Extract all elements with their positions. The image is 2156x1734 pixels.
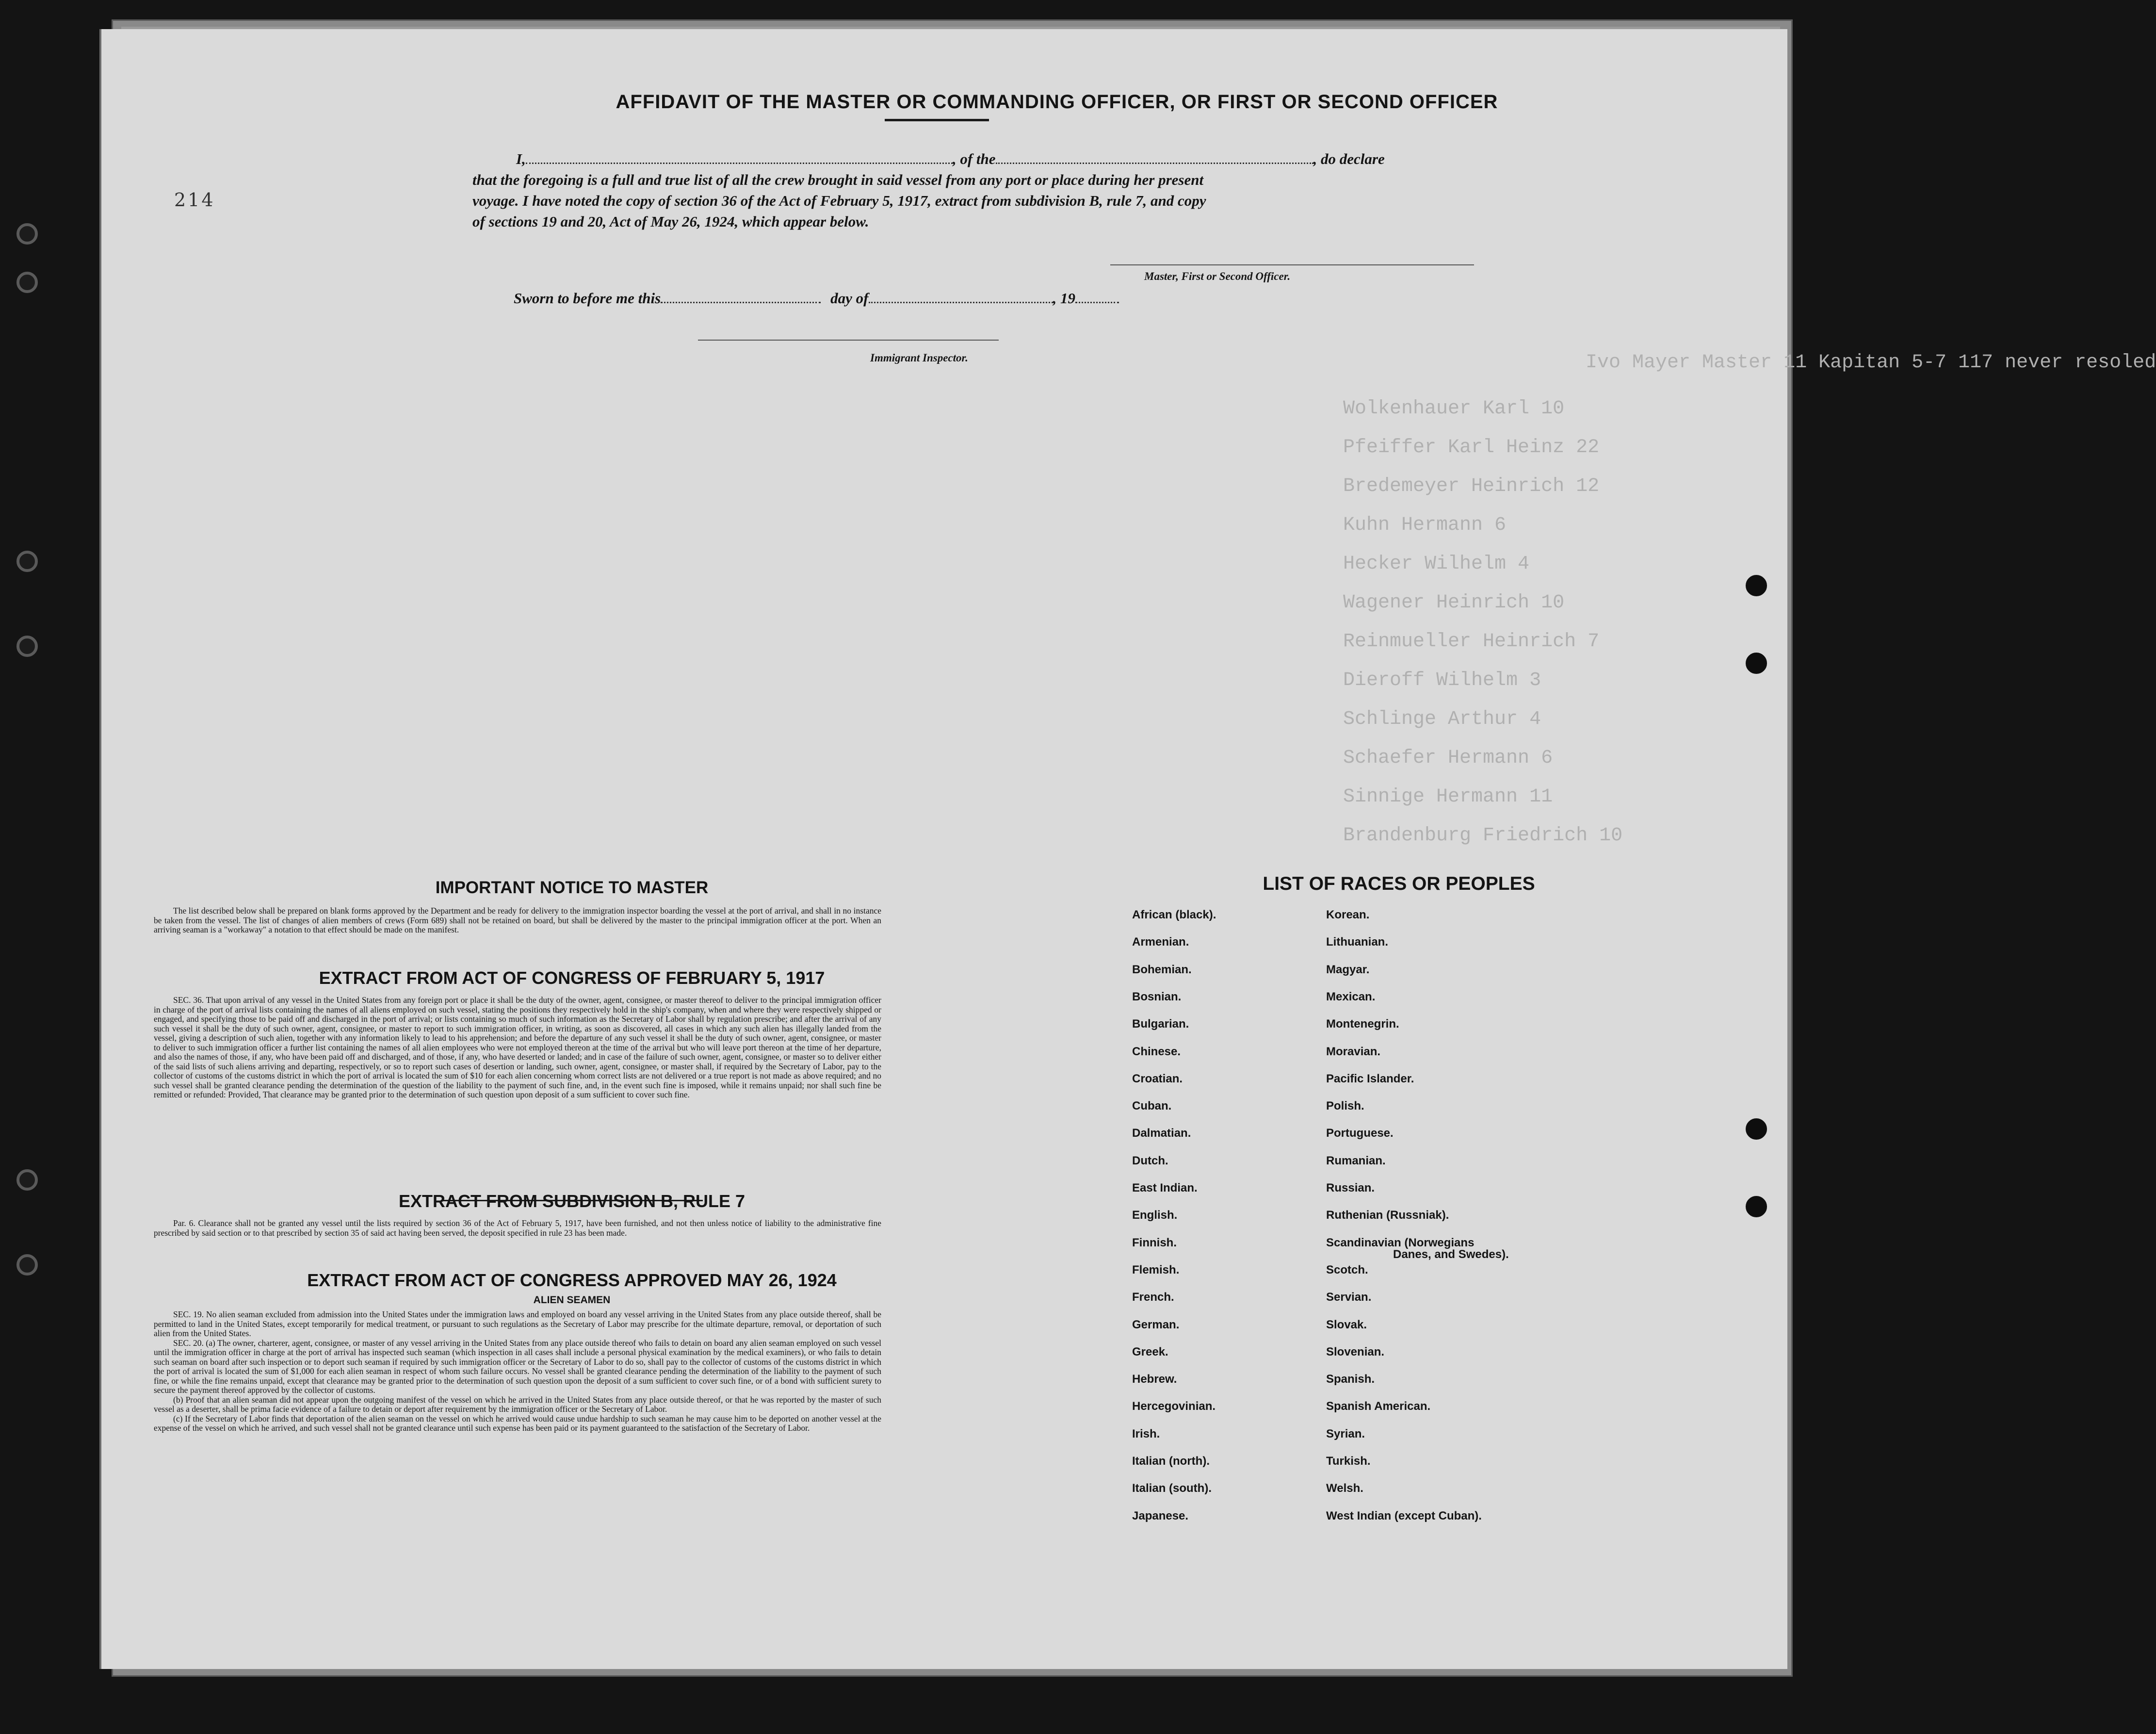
affidavit-line-1-start: I, (516, 150, 526, 167)
race-entry: Bulgarian. (1132, 1017, 1189, 1031)
race-entry: Irish. (1132, 1427, 1160, 1440)
sec-20b-paragraph: (b) Proof that an alien seaman did not appear upon the outgoing manifest of the vessel on which he arrived in the United States from any place outside thereof, or that he was reported by the master of such vessel as a deserter, shall be prima facie evidence of a failure to detain or deport after requirement by the immigration officer or the Secretary of Labor. (154, 1394, 881, 1414)
binder-hole (16, 272, 38, 293)
race-entry: Slovak. (1326, 1318, 1367, 1331)
sec-20a-paragraph: SEC. 20. (a) The owner, charterer, agent, consignee, or master of any vessel arriving in the United States from any place outside thereof who fails to detain on board any alien seaman employed on such vessel until the immigration officer in charge at the port of arrival has inspected such seaman (which inspection in all cases shall include a personal physical examination by the medical examiners), or who fails to detain such seaman on board after such inspection or to deport such seaman if required by such immigration officer or the Secretary of Labor to do so, shall pay to the collector of customs of the customs district in which the port of arrival is located the sum of $1,000 for each alien seaman in respect of whom such failure occurs. No vessel shall be granted clearance pending the determination of the liability to the payment of such fine, or while the fine remains unpaid, except that clearance may be granted prior to the determination of such question upon the deposit of a sum sufficient to cover such fine, or of a bond with sufficient surety to secure the payment thereof approved by the collector of customs. (154, 1338, 881, 1395)
affidavit-title: AFFIDAVIT OF THE MASTER OR COMMANDING OFFICER, OR FIRST OR SECOND OFFICER (616, 91, 1498, 113)
race-entry: Hercegovinian. (1132, 1400, 1216, 1413)
race-entry: Pacific Islander. (1326, 1072, 1414, 1085)
sworn-year: , 19 (1053, 290, 1075, 307)
inspector-signature-line (698, 340, 999, 341)
sworn-day: day of (830, 290, 869, 307)
race-entry: West Indian (except Cuban). (1326, 1509, 1482, 1522)
sec-19-paragraph: SEC. 19. No alien seaman excluded from admission into the United States under the immigration laws and employed on board any vessel arriving in the United States from any place outside thereof, shall be permitted to land in the United States, except temporarily for medical treatment, or pursuant to such regulations as the Secretary of Labor may prescribe for the ultimate departure, removal, or deportation of such alien from the United States. (154, 1309, 881, 1338)
binder-hole (1746, 1118, 1767, 1140)
race-entry: Welsh. (1326, 1482, 1363, 1495)
margin-number: 214 (174, 189, 215, 211)
race-entry: Bosnian. (1132, 990, 1182, 1003)
race-entry: Hebrew. (1132, 1373, 1177, 1386)
race-entry: Polish. (1326, 1099, 1364, 1112)
race-entry: Armenian. (1132, 935, 1189, 949)
race-entry: Scandinavian (Norwegians (1326, 1236, 1475, 1249)
notice-paragraph: The list described below shall be prepared on blank forms approved by the Department and be ready for delivery to the immigration inspector boarding the vessel at the port of arrival, and shall in no instance be taken from the vessel. The list of changes of alien members of crews (Form 689) shall not be retained on board, but shall be delivered by the master to the principal immigration officer at the port. When an arriving seaman is a "workaway" a notation to that effect should be made on the manifest. (154, 906, 881, 934)
master-signature-line (1110, 264, 1474, 265)
notice-title: IMPORTANT NOTICE TO MASTER (435, 878, 709, 897)
race-entry: French. (1132, 1291, 1174, 1304)
affidavit-title-rule (885, 119, 989, 121)
race-entry: Rumanian. (1326, 1154, 1386, 1167)
race-entry: Slovenian. (1326, 1345, 1385, 1358)
race-entry: Magyar. (1326, 963, 1370, 976)
race-entry: African (black). (1132, 908, 1216, 921)
extract-1924-subtitle: ALIEN SEAMEN (533, 1294, 611, 1306)
race-entry: Russian. (1326, 1181, 1375, 1194)
binder-hole (16, 551, 38, 572)
races-title: LIST OF RACES OR PEOPLES (1263, 873, 1535, 894)
race-entry: Chinese. (1132, 1045, 1181, 1058)
affidavit-line-1-end: , do declare (1313, 150, 1385, 167)
race-entry: Dutch. (1132, 1154, 1168, 1167)
document-page: Ivo Mayer Master 11 Kapitan 5-7 117 never resoled Wolkenhauer Karl 10 Pfeiffer Karl Heinz 22 Bredemeyer Heinrich 12 Kuhn Hermann 6 Hecker Wilhelm 4 Wagener Heinrich 10 Reinmueller Heinrich 7 Dieroff Wilhelm 3 Schlinge Arthur 4 Schaefer Hermann 6 Sinnige Hermann 11 Brandenburg Friedrich 10 214 AFFIDAVIT OF THE MASTER OR COMMANDING OFFICER, OR FIRST OR SECOND OFFICER I, , of the , do declare that the foregoing is a full and true list of all the crew brought in said vessel from any port or place during her present voyage. I have noted the copy of section 36 of the Act of February 5, 1917, extract from subdivision B, rule 7, and copy of sections 19 and 20, Act of May 26, 1924, which appear below. Master, First or Second Officer. Sworn to before me this day of , 19 Immigrant Inspector. IMPORTANT NOTICE TO MASTER The list described below shall be prepared on blank forms approved by the Department and be ready for delivery to the immigration inspector boarding the vessel at the port of arrival, and shall in no instance be taken from the vessel. The list of changes of alien members of crews (Form 689) shall not be retained on board, but shall be delivered by the master to the principal immigration officer at the port. When an arriving seaman is a "workaway" a notation to that effect should be made on the manifest. EXTRACT FROM ACT OF CONGRESS OF FEBRUARY 5, 1917 SEC. 36. That upon arrival of any vessel in the United States from any foreign port or place it shall be the duty of the owner, agent, consignee, or master thereof to deliver to the principal immigration officer in charge of the port of arrival lists containing the names of all aliens employed on such vessel, stating the positions they respectively hold in the ship's company, when and where they were respectively shipped or engaged, and specifying those to be paid off and discharged in the port of arrival; or lists containing so much of such information as the Secretary of Labor shall by regulation prescribe; and after the arrival of any such vessel it shall be the duty of such owner, agent, consignee, or master to report to such immigration officer, in writing, as soon as discovered, all cases in which any such alien has illegally landed from the vessel, giving a description of such alien, together with any information likely to lead to his apprehension; and before the departure of any such vessel it shall be the duty of such owner, agent, consignee, or master to deliver to such immigration officer a further list containing the names of all alien employees who were not employed thereon at the time of the arrival but who will leave port thereon at the time of her departure, and also the names of those, if any, who have been paid off and discharged, and of those, if any, who have deserted or landed; and in case of the failure of such owner, agent, consignee, or master so to deliver either of the said lists of such aliens arriving and departing, respectively, or so to report such cases of desertion or landing, such owner, agent, consignee, or master shall, if required by the Secretary of Labor, pay to the collector of customs of the customs district in which the port of arrival is located the sum of $10 for each alien concerning whom correct lists are not delivered or a true report is not made as above required; and no such vessel shall be granted clearance pending the determination of the question of the liability to the payment of such fine, and, in the event such fine is imposed, while it remains unpaid; nor shall such fine be remitted or refunded: Provided, That clearance may be granted prior to the determination of such question upon deposit of a sum sufficient to cover such fine. EXTRACT FROM SUBDIVISION B, RULE 7 Par. 6. Clearance shall not be granted any vessel until the lists required by section 36 of the Act of February 5, 1917, have been furnished, and not then unless notice of liability to the administrative fine prescribed by said section or to that prescribed by section 35 of said act having been served, the deposit specified in rule 23 has been made. EXTRACT FROM ACT OF CONGRESS APPROVED MAY 26, 1924 ALIEN SEAMEN SEC. 19. No alien seaman excluded from admission into the United States under the immigration laws and employed on board any vessel arriving in the United States from any place outside thereof, shall be permitted to land in the United States, except temporarily for medical treatment, or pursuant to such regulations as the Secretary of Labor may prescribe for the ultimate departure, removal, or deportation of such alien from the United States. SEC. 20. (a) The owner, charterer, agent, consignee, or master of any vessel arriving in the United States from any place outside thereof who fails to detain on board any alien seaman employed on such vessel until the immigration officer in charge at the port of arrival has inspected such seaman (which inspection in all cases shall include a personal physical examination by the medical examiners), or who fails to detain such seaman on board after such inspection or to deport such seaman if required by such immigration officer or the Secretary of Labor to do so, shall pay to the collector of customs of the customs district in which the port of arrival is located the sum of $1,000 for each alien seaman in respect of whom such failure occurs. No vessel shall be granted clearance pending the determination of the liability to the payment of such fine, or while the fine remains unpaid, except that clearance may be granted prior to the determination of such question upon the deposit of a sum sufficient to cover such fine, or of a bond with sufficient surety to secure the payment thereof approved by the collector of customs. (b) Proof that an alien seaman did not appear upon the outgoing manifest of the vessel on which he arrived in the United States from any place outside thereof, or that he was reported by the master of such vessel as a deserter, shall be prima facie evidence of a failure to detain or deport after requirement by the immigration officer or the Secretary of Labor. (c) If the Secretary of Labor finds that deportation of the alien seaman on the vessel on which he arrived would cause undue hardship to such seaman he may cause him to be deported on another vessel at the expense of the vessel on which he arrived, and such vessel shall not be granted clearance until such expense has been paid or its payment guaranteed to the satisfaction of the Secretary of Labor. LIST OF RACES OR PEOPLES Danes, and Swedes). African (black). Armenian. Bohemian. Bosnian. Bulgarian. Chinese. Croatian. Cuban. Dalmatian. Dutch. East Indian. English. Finnish. Flemish. French. German. Greek. Hebrew. Hercegovinian. Irish. Italian (north). Italian (south). Japanese. Korean. Lithuanian. Magyar. Mexican. Montenegrin. Moravian. Pacific Islander. Polish. Portuguese. Rumanian. Russian. Ruthenian (Russniak). Scandinavian (Norwegians Scotch. Servian. Slovak. Slovenian. Spanish. Spanish American. Syrian. Turkish. Welsh. West Indian (except Cuban). (99, 29, 1787, 1669)
affidavit-line-1 (516, 150, 1385, 168)
sworn-start: Sworn to before me this (514, 290, 661, 307)
binder-hole (16, 1169, 38, 1191)
binder-hole (1746, 1196, 1767, 1217)
month-blank (869, 302, 1053, 303)
race-entry: Flemish. (1132, 1263, 1180, 1276)
sec-36-paragraph: SEC. 36. That upon arrival of any vessel in the United States from any foreign port or place it shall be the duty of the owner, agent, consignee, or master thereof to deliver to the principal immigration officer in charge of the port of arrival lists containing the names of all aliens employed on such vessel, stating the positions they respectively hold in the ship's company, when and where they were respectively shipped or engaged, and specifying those to be paid off and discharged in the port of arrival; or lists containing so much of such information as the Secretary of Labor shall by regulation prescribe; and after the arrival of any such vessel it shall be the duty of such owner, agent, consignee, or master to report to such immigration officer, in writing, as soon as discovered, all cases in which any such alien has illegally landed from the vessel, giving a description of such alien, together with any information likely to lead to his apprehension; and before the departure of any such vessel it shall be the duty of such owner, agent, consignee, or master to deliver to such immigration officer a further list containing the names of all alien employees who were not employed thereon at the time of the arrival but who will leave port thereon at the time of her departure, and also the names of those, if any, who have been paid off and discharged, and of those, if any, who have deserted or landed; and in case of the failure of such owner, agent, consignee, or master so to deliver either of the said lists of such aliens arriving and departing, respectively, or so to report such cases of desertion or landing, such owner, agent, consignee, or master shall, if required by the Secretary of Labor, pay to the collector of customs of the customs district in which the port of arrival is located the sum of $10 for each alien concerning whom correct lists are not delivered or a true report is not made as above required; and no such vessel shall be granted clearance pending the determination of the question of the liability to the payment of such fine, and, in the event such fine is imposed, while it remains unpaid; nor shall such fine be remitted or refunded: Provided, That clearance may be granted prior to the determination of such question upon deposit of a sum sufficient to cover such fine. (154, 995, 881, 1099)
extract-1924-body (154, 1310, 881, 1433)
binder-hole (1746, 653, 1767, 674)
extract-1924-title: EXTRACT FROM ACT OF CONGRESS APPROVED MAY 26, 1924 (307, 1270, 837, 1290)
race-entry: Mexican. (1326, 990, 1376, 1003)
race-entry: Ruthenian (Russniak). (1326, 1209, 1449, 1222)
race-entry: English. (1132, 1209, 1178, 1222)
race-entry: Moravian. (1326, 1045, 1381, 1058)
race-entry: Italian (south). (1132, 1482, 1212, 1495)
race-entry: Cuban. (1132, 1099, 1172, 1112)
affidavit-line-4: of sections 19 and 20, Act of May 26, 1924, which appear below. (472, 213, 869, 230)
notice-body (154, 906, 881, 935)
extract-rule7-title: EXTRACT FROM SUBDIVISION B, RULE 7 (398, 1191, 746, 1211)
race-entry: Spanish. (1326, 1373, 1375, 1386)
extract-rule7-body (154, 1219, 881, 1238)
par-6-paragraph: Par. 6. Clearance shall not be granted any vessel until the lists required by section 36 of the Act of February 5, 1917, have been furnished, and not then unless notice of liability to the administrative fine prescribed by said section or to that prescribed by section 35 of said act having been served, the deposit specified in rule 23 has been made. (154, 1218, 881, 1238)
vessel-blank (996, 163, 1313, 164)
race-entry: East Indian. (1132, 1181, 1198, 1194)
race-entry: Korean. (1326, 908, 1370, 921)
sec-20c-paragraph: (c) If the Secretary of Labor finds that deportation of the alien seaman on the vessel on which he arrived would cause undue hardship to such seaman he may cause him to be deported on another vessel at the expense of the vessel on which he arrived, and such vessel shall not be granted clearance until such expense has been paid or its payment guaranteed to the satisfaction of the Secretary of Labor. (154, 1413, 881, 1433)
race-entry: Dalmatian. (1132, 1127, 1191, 1140)
binder-hole (16, 1254, 38, 1276)
affidavit-line-1-mid: , of the (952, 150, 996, 167)
race-entry: Spanish American. (1326, 1400, 1431, 1413)
binder-hole (16, 223, 38, 245)
day-blank (661, 302, 821, 303)
race-entry: Italian (north). (1132, 1455, 1210, 1468)
race-entry: Finnish. (1132, 1236, 1177, 1249)
race-entry: Japanese. (1132, 1509, 1189, 1522)
binder-hole (16, 636, 38, 657)
race-entry: Montenegrin. (1326, 1017, 1399, 1031)
race-entry: Syrian. (1326, 1427, 1365, 1440)
race-entry: Lithuanian. (1326, 935, 1388, 949)
extract-1917-body (154, 996, 881, 1100)
master-label: Master, First or Second Officer. (1144, 270, 1291, 282)
race-entry: German. (1132, 1318, 1180, 1331)
race-entry-continuation: Danes, and Swedes). (1393, 1248, 1509, 1261)
year-blank (1075, 302, 1119, 303)
inspector-label: Immigrant Inspector. (870, 352, 968, 364)
extract-1917-title: EXTRACT FROM ACT OF CONGRESS OF FEBRUARY 5, 1917 (319, 968, 825, 988)
affidavit-line-3: voyage. I have noted the copy of section 36 of the Act of February 5, 1917, extract from subdivision B, rule 7, and copy (472, 192, 1206, 209)
race-entry: Turkish. (1326, 1455, 1371, 1468)
race-entry: Croatian. (1132, 1072, 1183, 1085)
race-entry: Servian. (1326, 1291, 1372, 1304)
race-entry: Bohemian. (1132, 963, 1192, 976)
sworn-line (514, 290, 1119, 307)
affidavit-line-2: that the foregoing is a full and true list of all the crew brought in said vessel from any port or place during her present (472, 171, 1204, 188)
binder-hole (1746, 575, 1767, 596)
race-entry: Portuguese. (1326, 1127, 1394, 1140)
race-entry: Greek. (1132, 1345, 1168, 1358)
name-blank (526, 163, 953, 164)
race-entry: Scotch. (1326, 1263, 1368, 1276)
